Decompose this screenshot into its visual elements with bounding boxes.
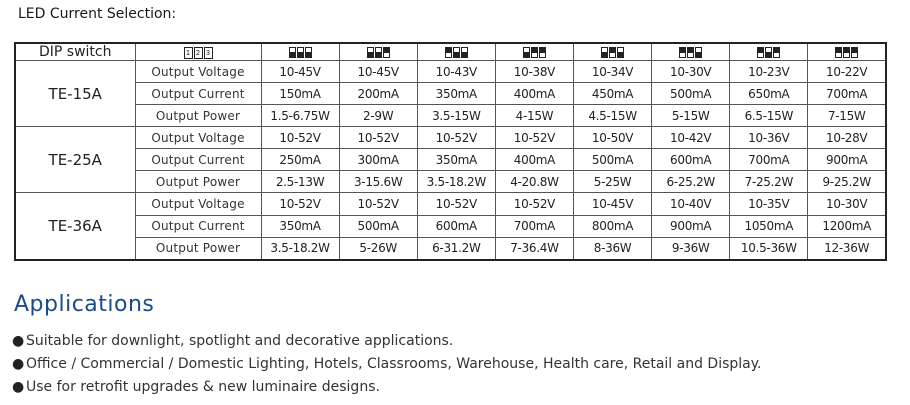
table-cell: 10-40V [652,193,730,215]
parameter-label: Output Current [135,83,261,105]
dip-setting-3 [417,43,495,61]
list-item-text: Suitable for downlight, spotlight and decorative applications. [26,333,454,349]
dip-switch-icon [289,47,312,58]
table-cell: 250mA [261,149,339,171]
table-cell: 7-36.4W [495,237,573,260]
table-cell: 10-52V [417,127,495,149]
table-cell: 6-25.2W [652,171,730,193]
dip-switch-icon [679,47,702,58]
dip-setting-5 [574,43,652,61]
table-cell: 10-52V [261,193,339,215]
table-cell: 10-22V [808,61,886,83]
dip-number-3: 3 [204,47,213,59]
table-row [15,61,886,83]
dip-toggle-2-off-icon [297,47,304,58]
table-cell: 10-30V [808,193,886,215]
dip-setting-8 [808,43,886,61]
table-cell: 10-52V [339,193,417,215]
table-row [15,237,886,260]
dip-toggle-3-on-icon [383,47,390,58]
table-cell: 600mA [652,149,730,171]
table-cell: 10-45V [339,61,417,83]
table-cell: 450mA [574,83,652,105]
table-cell: 10-50V [574,127,652,149]
parameter-label: Output Power [135,105,261,127]
table-cell: 1200mA [808,215,886,237]
table-cell: 5-15W [652,105,730,127]
dip-switch-icon [523,47,546,58]
table-cell: 1.5-6.75W [261,105,339,127]
dip-toggle-3-off-icon [305,47,312,58]
table-cell: 6-31.2W [417,237,495,260]
parameter-label: Output Current [135,149,261,171]
table-cell: 9-25.2W [808,171,886,193]
list-item [12,330,762,353]
table-row [15,105,886,127]
table-row [15,215,886,237]
dip-toggle-3-on-icon [539,47,546,58]
dip-setting-2 [339,43,417,61]
table-cell: 3.5-15W [417,105,495,127]
dip-toggle-2-off-icon [453,47,460,58]
dip-number-legend [135,43,261,61]
table-cell: 10.5-36W [730,237,808,260]
dip-toggle-1-on-icon [757,47,764,58]
table-cell: 10-42V [652,127,730,149]
dip-toggle-2-on-icon [843,47,850,58]
parameter-label: Output Current [135,215,261,237]
table-cell: 400mA [495,83,573,105]
table-cell: 12-36W [808,237,886,260]
table-cell: 3-15.6W [339,171,417,193]
table-cell: 3.5-18.2W [417,171,495,193]
table-cell: 900mA [652,215,730,237]
dip-toggle-3-off-icon [461,47,468,58]
dip-setting-4 [495,43,573,61]
table-cell: 10-52V [339,127,417,149]
table-cell: 10-45V [574,193,652,215]
table-cell: 10-35V [730,193,808,215]
table-row [15,127,886,149]
table-cell: 200mA [339,83,417,105]
applications-list [12,330,762,399]
table-row [15,171,886,193]
dip-switch-icon [601,47,624,58]
dip-number-1: 1 [184,47,193,59]
table-cell: 9-36W [652,237,730,260]
dip-toggle-1-on-icon [445,47,452,58]
table-header-row [15,43,886,61]
table-cell: 650mA [730,83,808,105]
table-cell: 700mA [730,149,808,171]
table-row [15,83,886,105]
model-name: TE-25A [15,127,135,193]
table-cell: 350mA [261,215,339,237]
table-cell: 500mA [652,83,730,105]
dip-setting-6 [652,43,730,61]
table-cell: 10-45V [261,61,339,83]
parameter-label: Output Power [135,171,261,193]
table-cell: 6.5-15W [730,105,808,127]
table-cell: 10-28V [808,127,886,149]
led-current-table [14,42,887,261]
table-cell: 4.5-15W [574,105,652,127]
table-cell: 800mA [574,215,652,237]
dip-setting-1 [261,43,339,61]
dip-toggle-2-on-icon [531,47,538,58]
table-cell: 700mA [808,83,886,105]
section-title: LED Current Selection: [18,6,177,22]
table-cell: 10-34V [574,61,652,83]
model-name: TE-15A [15,61,135,127]
dip-number-2: 2 [194,47,203,59]
parameter-label: Output Voltage [135,127,261,149]
dip-toggle-2-on-icon [609,47,616,58]
model-name: TE-36A [15,193,135,260]
dip-toggle-2-on-icon [687,47,694,58]
dip-toggle-3-off-icon [617,47,624,58]
table-cell: 350mA [417,83,495,105]
dip-toggle-3-on-icon [773,47,780,58]
table-cell: 5-25W [574,171,652,193]
table-cell: 10-52V [261,127,339,149]
table-cell: 700mA [495,215,573,237]
table-cell: 1050mA [730,215,808,237]
list-item-text: Office / Commercial / Domestic Lighting, Hotels, Classrooms, Warehouse, Health care, Retail and Display. [26,356,762,372]
dip-number-icons [184,47,213,59]
table-cell: 10-43V [417,61,495,83]
table-cell: 10-38V [495,61,573,83]
table-cell: 7-15W [808,105,886,127]
table-cell: 7-25.2W [730,171,808,193]
table-cell: 4-20.8W [495,171,573,193]
dip-toggle-2-off-icon [765,47,772,58]
table-cell: 600mA [417,215,495,237]
bullet-icon: ● [12,333,25,349]
table-cell: 10-36V [730,127,808,149]
table-row [15,193,886,215]
dip-setting-7 [730,43,808,61]
list-item [12,376,762,399]
list-item [12,353,762,376]
dip-switch-header: DIP switch [15,43,135,61]
dip-toggle-1-off-icon [601,47,608,58]
table-cell: 900mA [808,149,886,171]
parameter-label: Output Voltage [135,61,261,83]
dip-toggle-2-off-icon [375,47,382,58]
table-body [15,61,886,261]
table-cell: 8-36W [574,237,652,260]
table-cell: 350mA [417,149,495,171]
table-cell: 10-52V [417,193,495,215]
dip-toggle-1-off-icon [523,47,530,58]
table-cell: 4-15W [495,105,573,127]
dip-toggle-1-on-icon [679,47,686,58]
table-cell: 400mA [495,149,573,171]
table-cell: 5-26W [339,237,417,260]
table-cell: 300mA [339,149,417,171]
list-item-text: Use for retrofit upgrades & new luminaire designs. [26,379,380,395]
dip-switch-icon [445,47,468,58]
table-cell: 150mA [261,83,339,105]
dip-toggle-1-off-icon [289,47,296,58]
bullet-icon: ● [12,379,25,395]
parameter-label: Output Voltage [135,193,261,215]
dip-switch-icon [835,47,858,58]
table-cell: 10-52V [495,193,573,215]
table-cell: 10-30V [652,61,730,83]
parameter-label: Output Power [135,237,261,260]
dip-toggle-3-off-icon [695,47,702,58]
table-cell: 3.5-18.2W [261,237,339,260]
table-cell: 500mA [339,215,417,237]
applications-title: Applications [14,292,155,317]
dip-toggle-1-on-icon [835,47,842,58]
dip-switch-icon [367,47,390,58]
bullet-icon: ● [12,356,25,372]
dip-switch-icon [757,47,780,58]
table-cell: 2-9W [339,105,417,127]
table-cell: 10-23V [730,61,808,83]
dip-toggle-1-off-icon [367,47,374,58]
table-cell: 2.5-13W [261,171,339,193]
table-row [15,149,886,171]
table-cell: 500mA [574,149,652,171]
table-cell: 10-52V [495,127,573,149]
dip-toggle-3-on-icon [851,47,858,58]
